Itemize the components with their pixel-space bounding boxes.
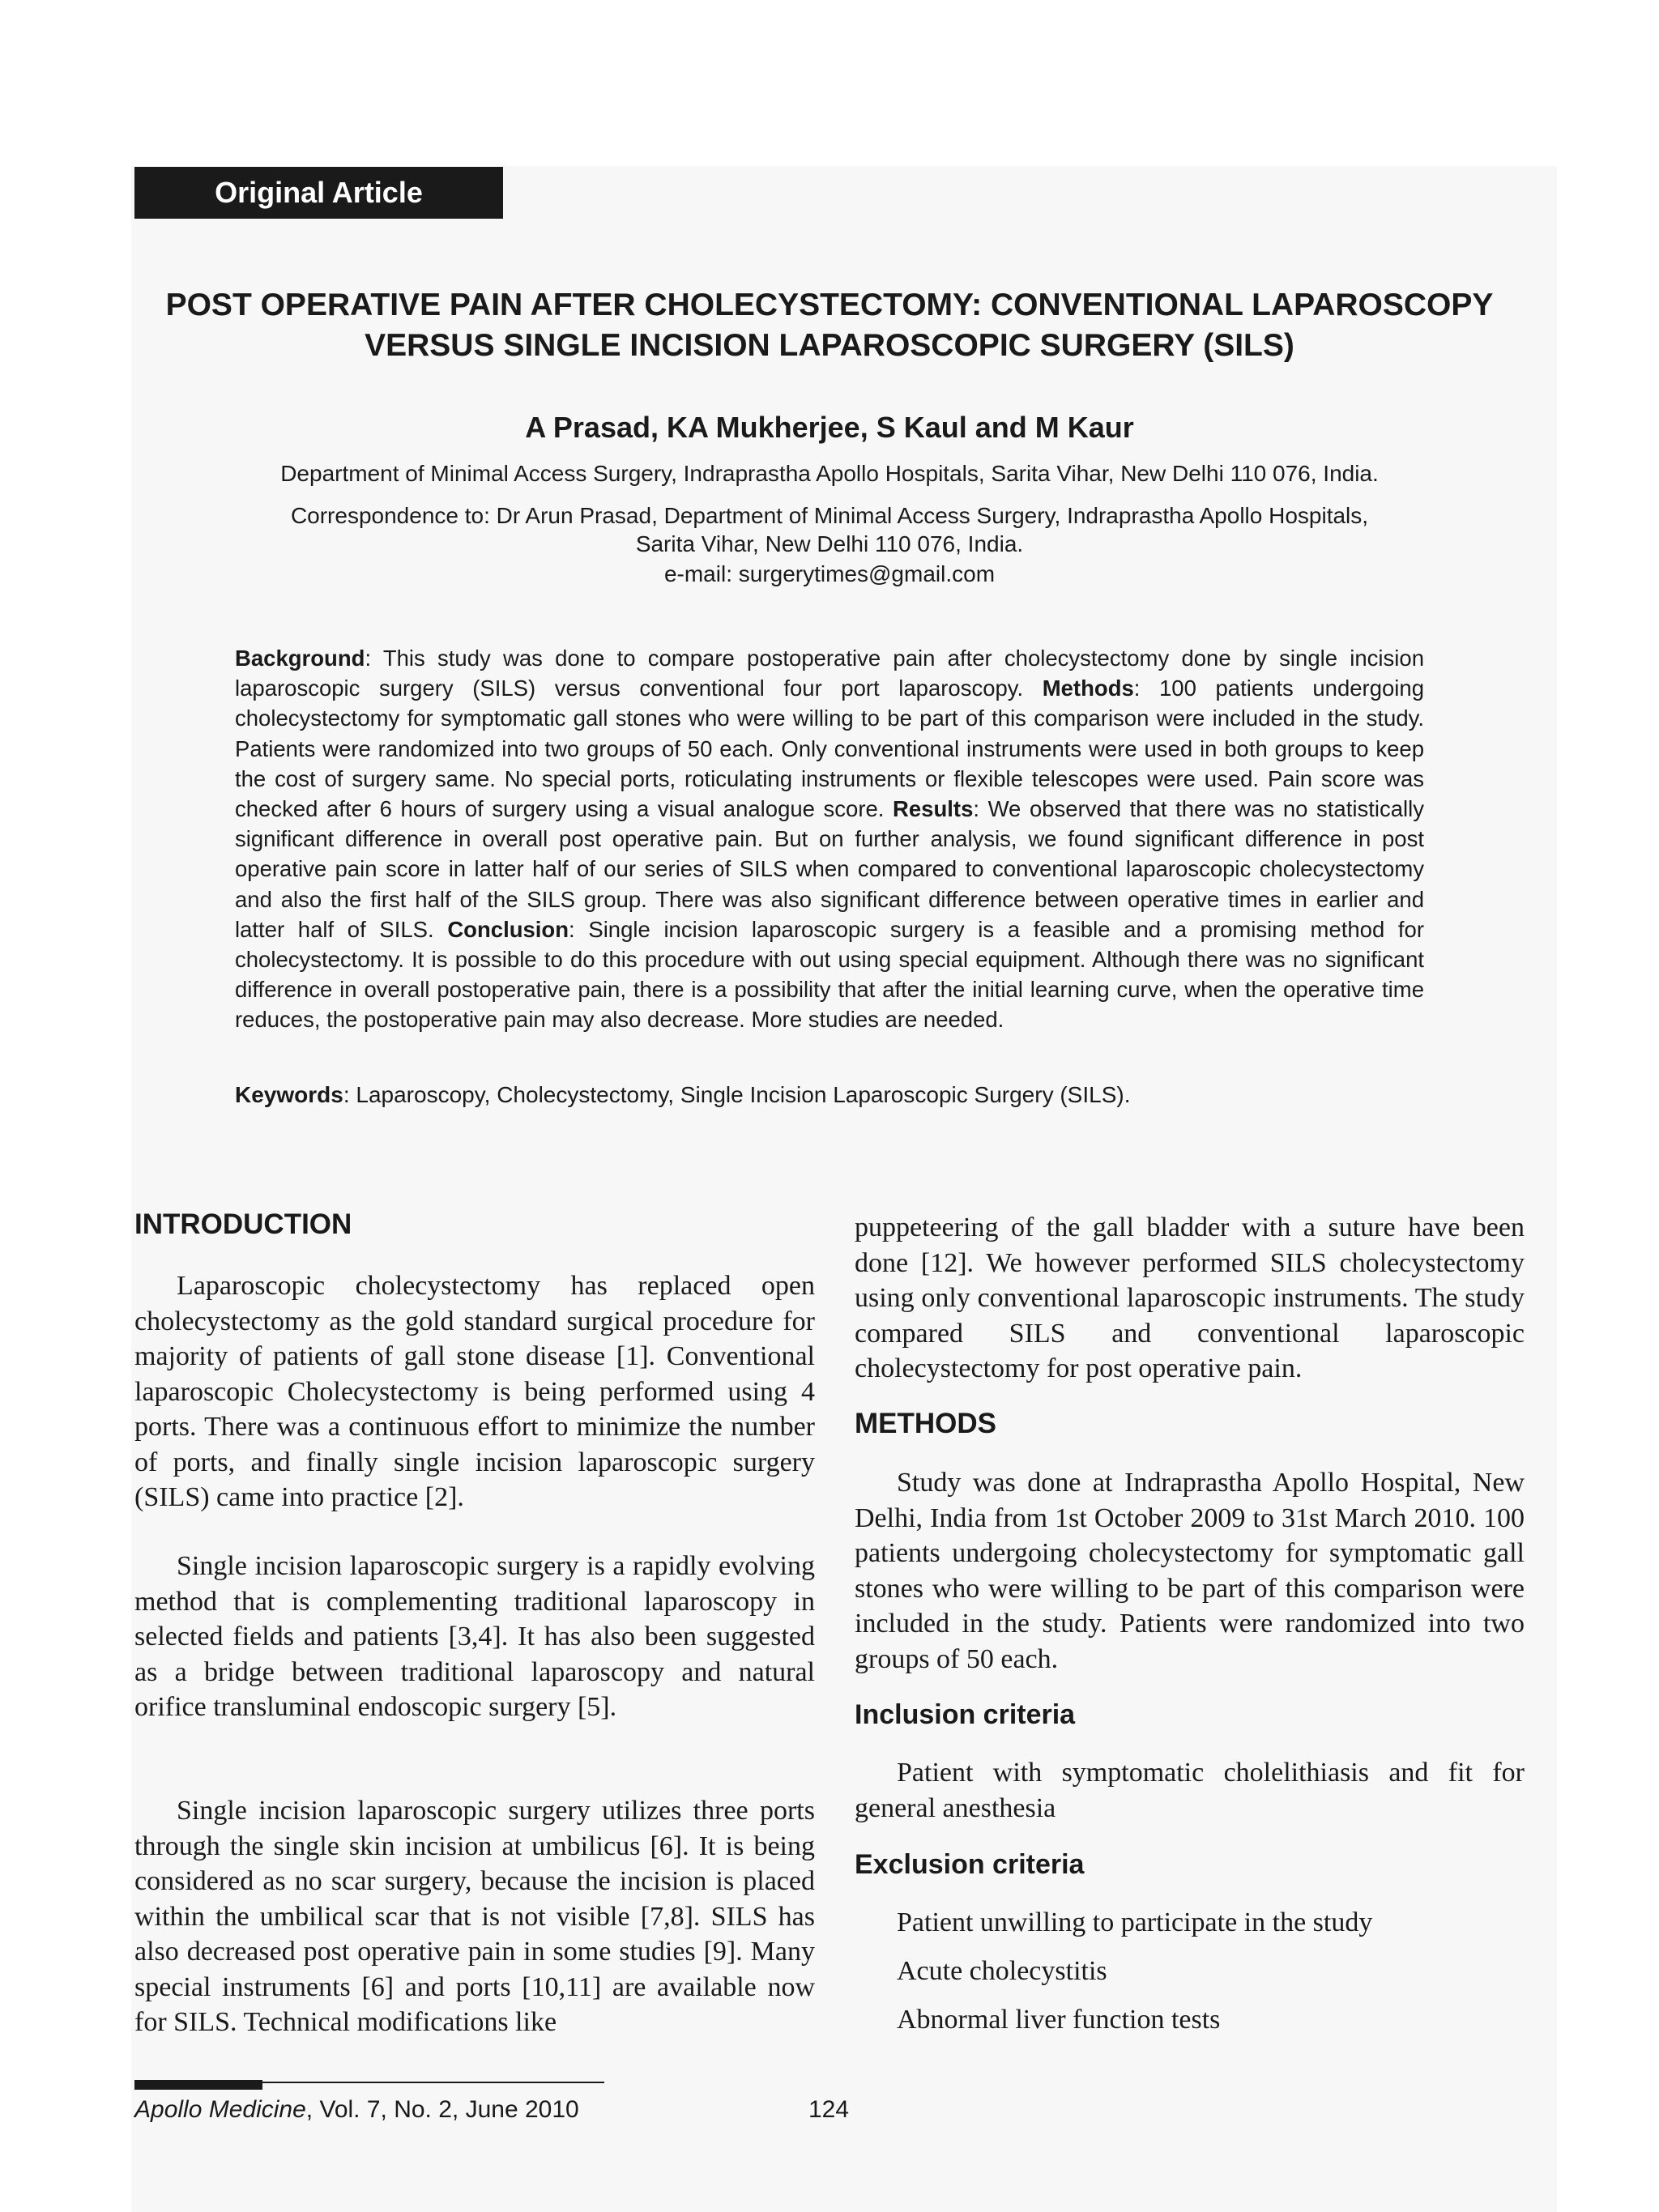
inclusion-criteria-heading: Inclusion criteria (855, 1699, 1076, 1730)
correspondence-address: Sarita Vihar, New Delhi 110 076, India. (635, 531, 1024, 556)
keywords (235, 1080, 1424, 1110)
abstract (235, 643, 1424, 1035)
abstract-conclusion-text: : Single incision laparoscopic surgery is a feasible and a promising method for cholecystectomy. It is possible to do this procedure with out using special equipment. Although there was no significant difference in overall postoperative pain, there is a possibility that after the initial learning curve, when the operative time reduces, the postoperative pain may also decrease. More studies are needed. (235, 916, 1424, 1033)
abstract-background-label: Background (235, 646, 365, 671)
abstract-methods-label: Methods (1042, 676, 1134, 701)
article-title-line: POST OPERATIVE PAIN AFTER CHOLECYSTECTOMY: CONVENTIONAL LAPAROSCOPY (165, 288, 1494, 322)
introduction-heading: INTRODUCTION (134, 1208, 352, 1240)
correspondence-line: Correspondence to: Dr Arun Prasad, Department of Minimal Access Surgery, Indraprastha Apollo Hospitals, (290, 503, 1369, 528)
introduction-paragraph: Laparoscopic cholecystectomy has replaced open cholecystectomy as the gold standard surgical procedure for majority of patients of gall stone disease [1]. Conventional laparoscopic Cholecystectomy is being performed using 4 ports. There was a continuous effort to minimize the number of ports, and finally single incision laparoscopic surgery (SILS) came into practice [2]. (134, 1271, 815, 1512)
exclusion-criteria-heading: Exclusion criteria (855, 1849, 1085, 1880)
page-number: 124 (808, 2096, 850, 2123)
inclusion-criteria-text: Patient with symptomatic cholelithiasis and fit for general anesthesia (855, 1758, 1525, 1823)
methods-paragraph: Study was done at Indraprastha Apollo Hospital, New Delhi, India from 1st October 2009 to 31st March 2010. 100 patients undergoing cholecystectomy for symptomatic gall stones who were willing to be part of this comparison were included in the study. Patients were randomized into two groups of 50 each. (855, 1468, 1525, 1674)
exclusion-criteria-item: Abnormal liver function tests (897, 2005, 1221, 2035)
footer-journal-name: Apollo Medicine (134, 2096, 306, 2123)
abstract-conclusion-label: Conclusion (447, 916, 569, 942)
footer-rule-thick (134, 2080, 262, 2090)
introduction-paragraph: Single incision laparoscopic surgery utilizes three ports through the single skin incision at umbilicus [6]. It is being considered as no scar surgery, because the incision is placed within the umbilical scar that is not visible [7,8]. SILS has also decreased post operative pain in some studies [9]. Many special instruments [6] and ports [10,11] are available now for SILS. Technical modifications like (134, 1796, 815, 2037)
abstract-background-text: : This study was done to compare postoperative pain after cholecystectomy done by single incision laparoscopic surgery (SILS) versus conventional four port laparoscopy. (235, 646, 1424, 701)
methods-heading: METHODS (855, 1408, 996, 1439)
exclusion-criteria-item: Patient unwilling to participate in the study (897, 1907, 1373, 1937)
author-list: A Prasad, KA Mukherjee, S Kaul and M Kaur (525, 411, 1134, 444)
introduction-paragraph: Single incision laparoscopic surgery is a rapidly evolving method that is complementing traditional laparoscopy in selected fields and patients [3,4]. It has also been suggested as a bridge between traditional laparoscopy and natural orifice transluminal endoscopic surgery [5]. (134, 1551, 815, 1722)
footer-journal-citation (134, 2094, 579, 2126)
exclusion-criteria-item: Acute cholecystitis (897, 1956, 1107, 1986)
keywords-label: Keywords (235, 1082, 343, 1107)
footer-rule-thin (262, 2082, 604, 2083)
article-type-badge: Original Article (134, 167, 503, 219)
footer-journal-issue: , Vol. 7, No. 2, June 2010 (305, 2096, 579, 2123)
introduction-paragraph-continued: puppeteering of the gall bladder with a suture have been done [12]. We however performed SILS cholecystectomy using only conventional laparoscopic instruments. The study compared SILS and conventional laparoscopic cholecystectomy for post operative pain. (855, 1213, 1525, 1383)
affiliation: Department of Minimal Access Surgery, Indraprastha Apollo Hospitals, Sarita Vihar, New Delhi 110 076, India. (280, 461, 1379, 486)
correspondence-email[interactable]: e-mail: surgerytimes@gmail.com (663, 561, 996, 586)
article-title-line: VERSUS SINGLE INCISION LAPAROSCOPIC SURGERY (SILS) (365, 328, 1294, 363)
abstract-results-label: Results (893, 796, 974, 822)
abstract-methods-text: : 100 patients undergoing cholecystectomy for symptomatic gall stones who were willing to be part of this comparison were included in the study. Patients were randomized into two groups of 50 each. Only conventional instruments were used in both groups to keep the cost of surgery same. No special ports, roticulating instruments or flexible telescopes were used. Pain score was checked after 6 hours of surgery using a visual analogue score. (235, 676, 1424, 822)
abstract-results-text: : We observed that there was no statistically significant difference in overall post operative pain. But on further analysis, we found significant difference in post operative pain score in latter half of our series of SILS when compared to conventional laparoscopic cholecystectomy and also the first half of the SILS group. There was also significant difference between operative times in earlier and latter half of SILS. (235, 796, 1424, 942)
article-title (130, 285, 1529, 366)
keywords-text: : Laparoscopy, Cholecystectomy, Single Incision Laparoscopic Surgery (SILS). (343, 1082, 1131, 1107)
